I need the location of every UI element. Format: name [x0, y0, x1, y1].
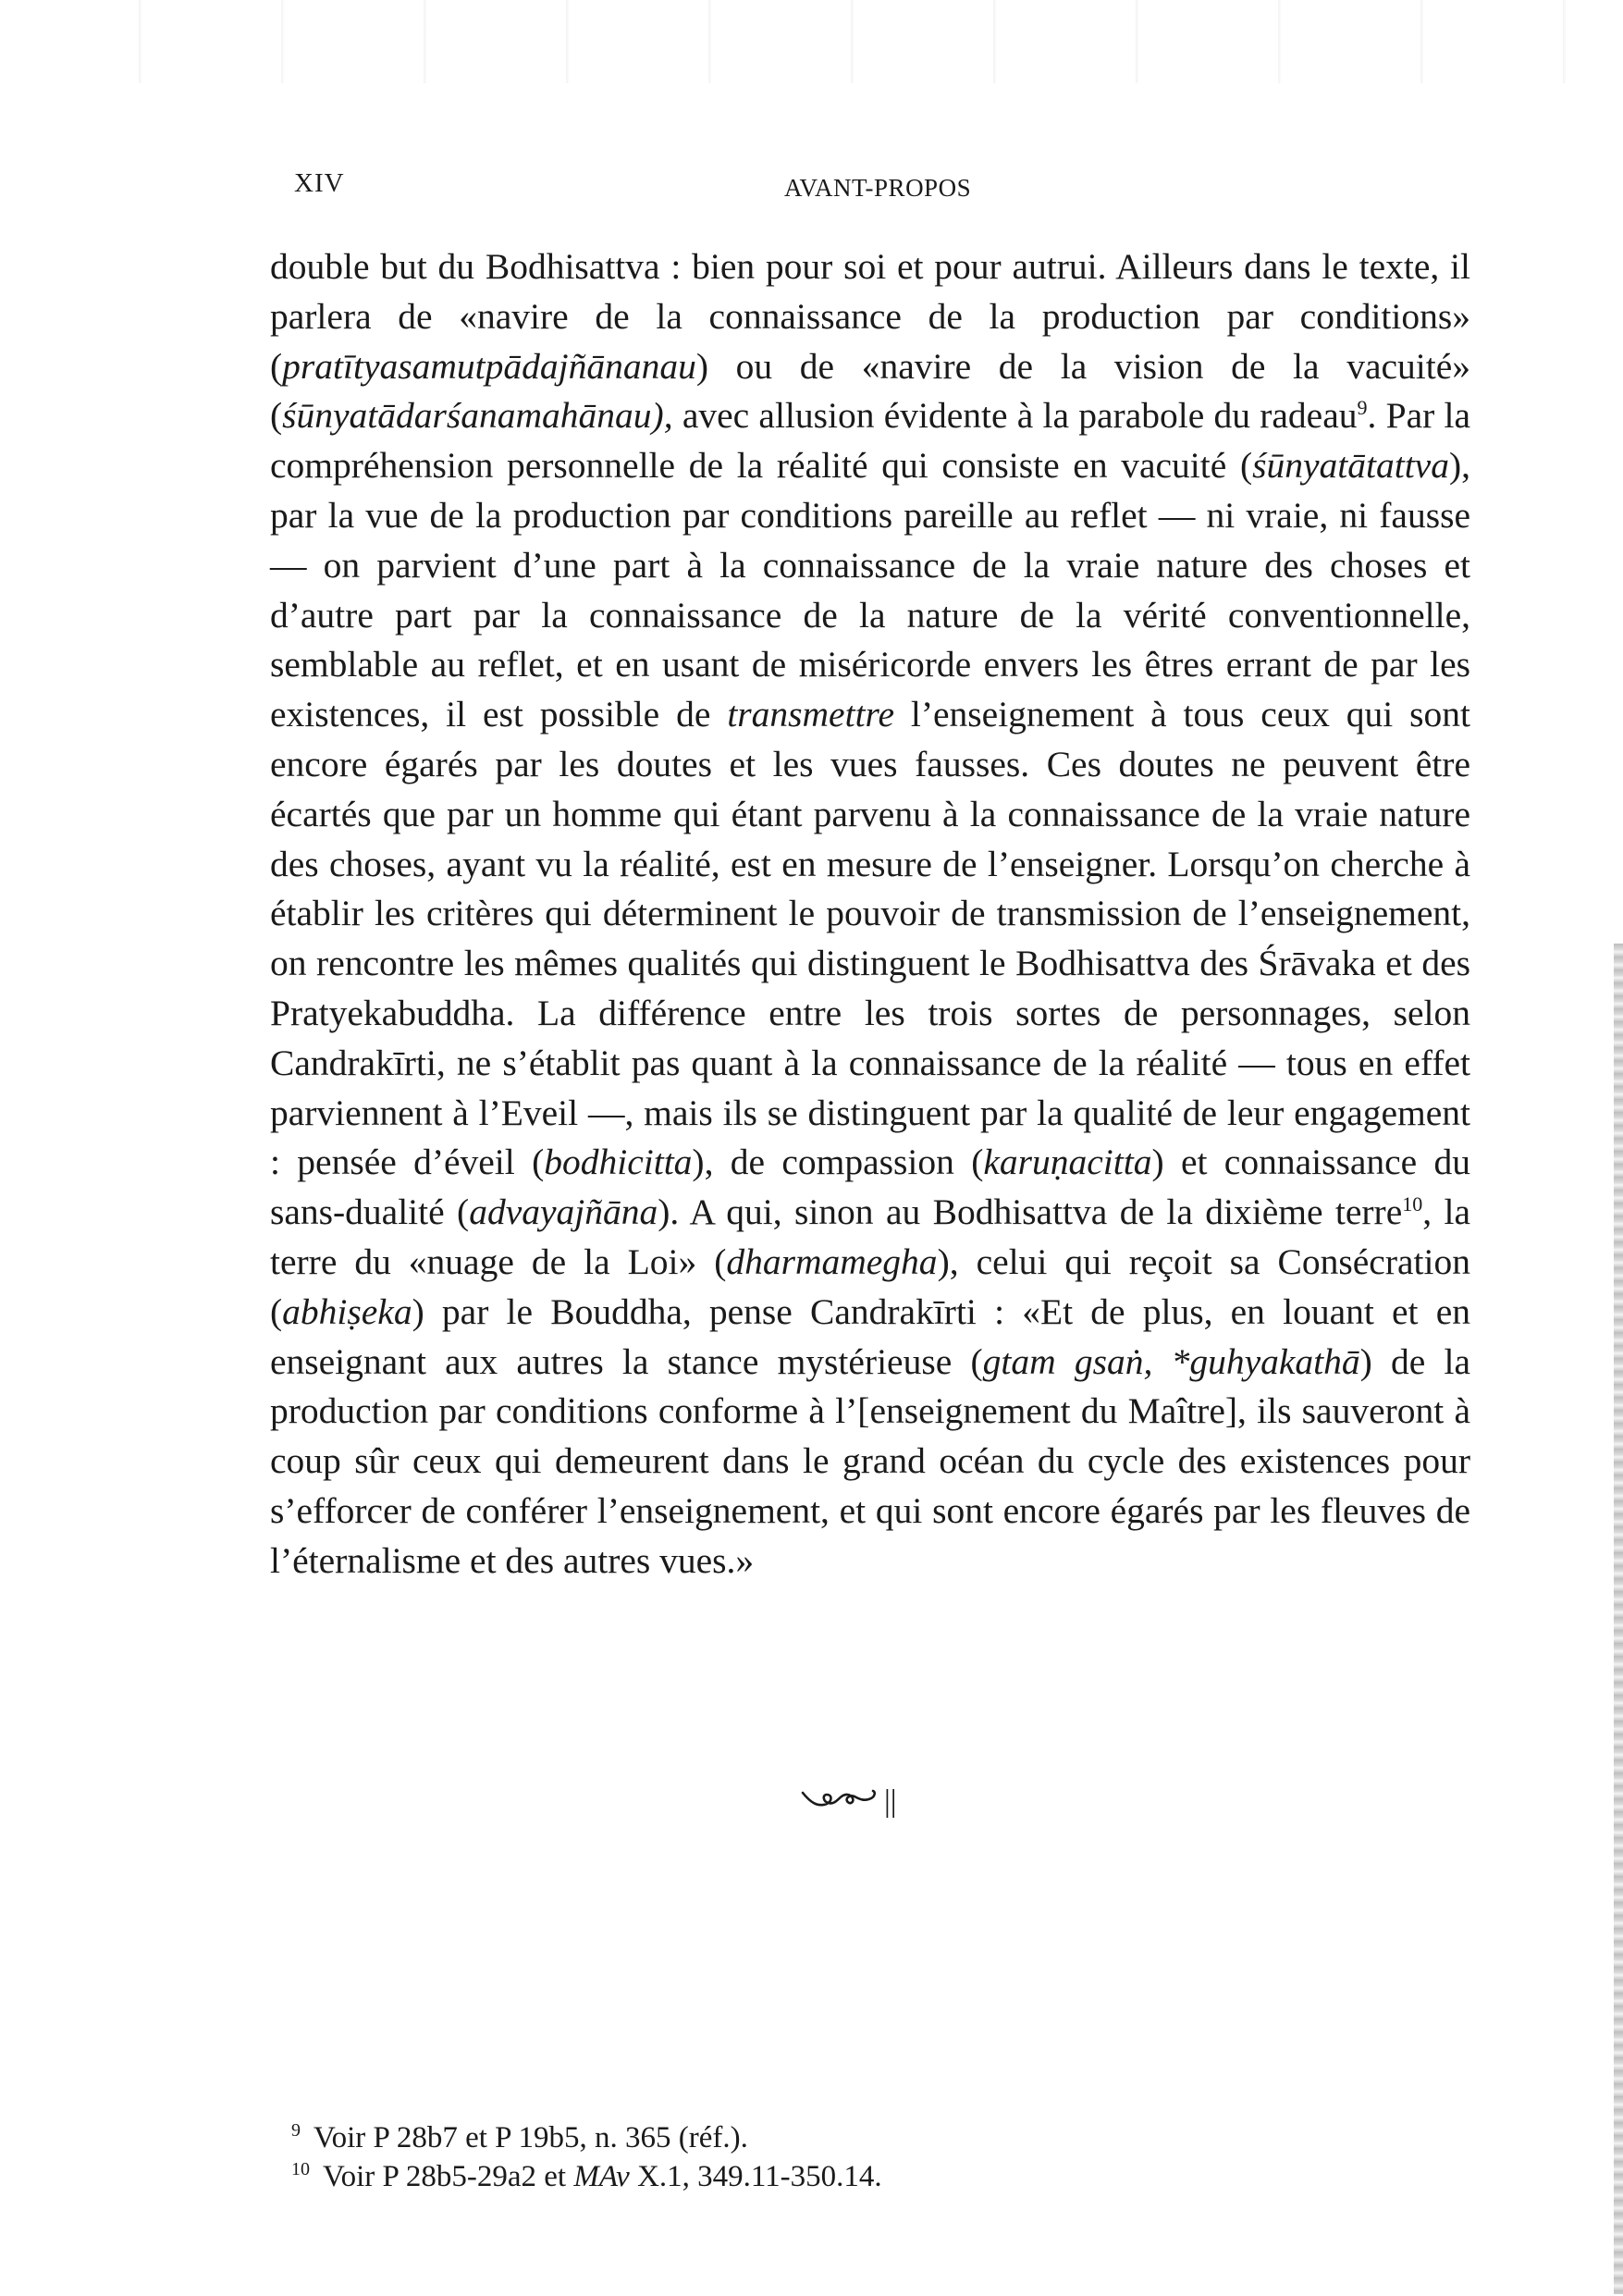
page-number: XIV: [294, 168, 345, 198]
text-run: l’enseignement à tous ceux qui sont encore égarés par les doutes et les vues fausses. Ces doutes ne peuvent être écartés que par un homme qui étant parvenu à la connaissance de la vraie nature des choses, ayant vu la réalité, est en mesure de l’enseigner. Lorsqu’on cherche à établir les critères qui déterminent le pouvoir de transmission de l’enseignement, on rencontre les mêmes qualités qui distinguent le Bodhisattva des Śrāvaka et des Pratyekabuddha. La différence entre les trois sortes de personnages, selon Candrakīrti, ne s’établit pas quant à la connaissance de la réalité — tous en effet parviennent à l’Eveil —, mais ils se distinguent par la qualité de leur engagement : pensée d’éveil (: [270, 694, 1470, 1183]
scroll-ornament-icon: [797, 1774, 908, 1821]
italic-term: karuṇacitta: [983, 1142, 1152, 1183]
footnote-ref-9: 9: [1357, 396, 1368, 420]
text-run: ), de compassion (: [692, 1142, 984, 1183]
italic-term: śūnyatādarśanamahānau),: [282, 395, 673, 437]
italic-term: gtam gsaṅ, *guhyakathā: [982, 1340, 1360, 1382]
text-run: , la terre du «nuage de la Loi» (: [270, 1191, 1471, 1282]
scan-artifact-top: [0, 0, 1623, 83]
running-title: AVANT-PROPOS: [784, 174, 972, 202]
text-run: ), celui qui reçoit sa Consécration (: [270, 1241, 1470, 1332]
text-run: ) de la production par conditions conforme à l’[enseignement du Maître], ils sauveront à coup sûr ceux qui demeurent dans le grand océan du cycle des existences pour s’efforcer de conférer l’enseignement, et qui sont encore égarés par les fleuves de l’éternalisme et des autres vues.»: [270, 1340, 1470, 1581]
text-run: . Par la compréhension personnelle de la réalité qui consiste en vacuité (: [270, 395, 1470, 487]
footnote-italic: MAv: [573, 2160, 630, 2193]
body-paragraph: [270, 242, 1470, 1586]
footnote-number: 10: [291, 2159, 310, 2179]
footnote-number: 9: [291, 2120, 301, 2141]
footnote-text: Voir P 28b5-29a2 et: [323, 2160, 574, 2193]
text-run: ) et connaissance du sans-dualité (: [270, 1142, 1470, 1233]
ornament-mark: ||: [884, 1784, 897, 1819]
italic-term: pratītyasamutpādajñānanau: [282, 345, 696, 387]
footnote-9: [291, 2118, 1309, 2157]
italic-term: transmettre: [727, 694, 894, 735]
scan-artifact-right-edge: [1614, 944, 1623, 2294]
text-run: ) ou de «navire de la vision de la vacuité» (: [270, 345, 1470, 437]
footnotes: [291, 2118, 1309, 2196]
text-run: avec allusion évidente à la parabole du radeau: [672, 395, 1358, 437]
text-run: ). A qui, sinon au Bodhisattva de la dixième terre: [658, 1191, 1403, 1233]
italic-term: dharmamegha: [726, 1241, 938, 1282]
text-run: double but du Bodhisattva : bien pour soi et pour autrui. Ailleurs dans le texte, il parlera de «navire de la connaissance de la production par conditions» (: [270, 246, 1470, 387]
italic-term: abhiṣeka: [282, 1290, 412, 1332]
italic-term: śūnyatātattva: [1252, 445, 1449, 487]
italic-term: advayajñāna: [469, 1191, 658, 1233]
footnote-text: X.1, 349.11-350.14.: [629, 2160, 882, 2193]
italic-term: bodhicitta: [544, 1142, 693, 1183]
running-head: [294, 168, 1469, 215]
text-run: ), par la vue de la production par conditions pareille au reflet — ni vraie, ni fausse — on parvient d’une part à la connaissance de la vraie nature des choses et d’autre part par la connaissance de la nature de la vérité conventionnelle, semblable au reflet, et en usant de miséricorde envers les êtres errant de par les existences, il est possible de: [270, 445, 1470, 735]
end-ornament: [797, 1774, 908, 1821]
footnote-ref-10: 10: [1402, 1191, 1423, 1216]
text-run: ) par le Bouddha, pense Candrakīrti : «Et de plus, en louant et en enseignant aux autres la stance mystérieuse (: [270, 1290, 1470, 1382]
footnote-text: Voir P 28b7 et P 19b5, n. 365 (réf.).: [314, 2121, 748, 2154]
footnote-10: [291, 2157, 1309, 2196]
